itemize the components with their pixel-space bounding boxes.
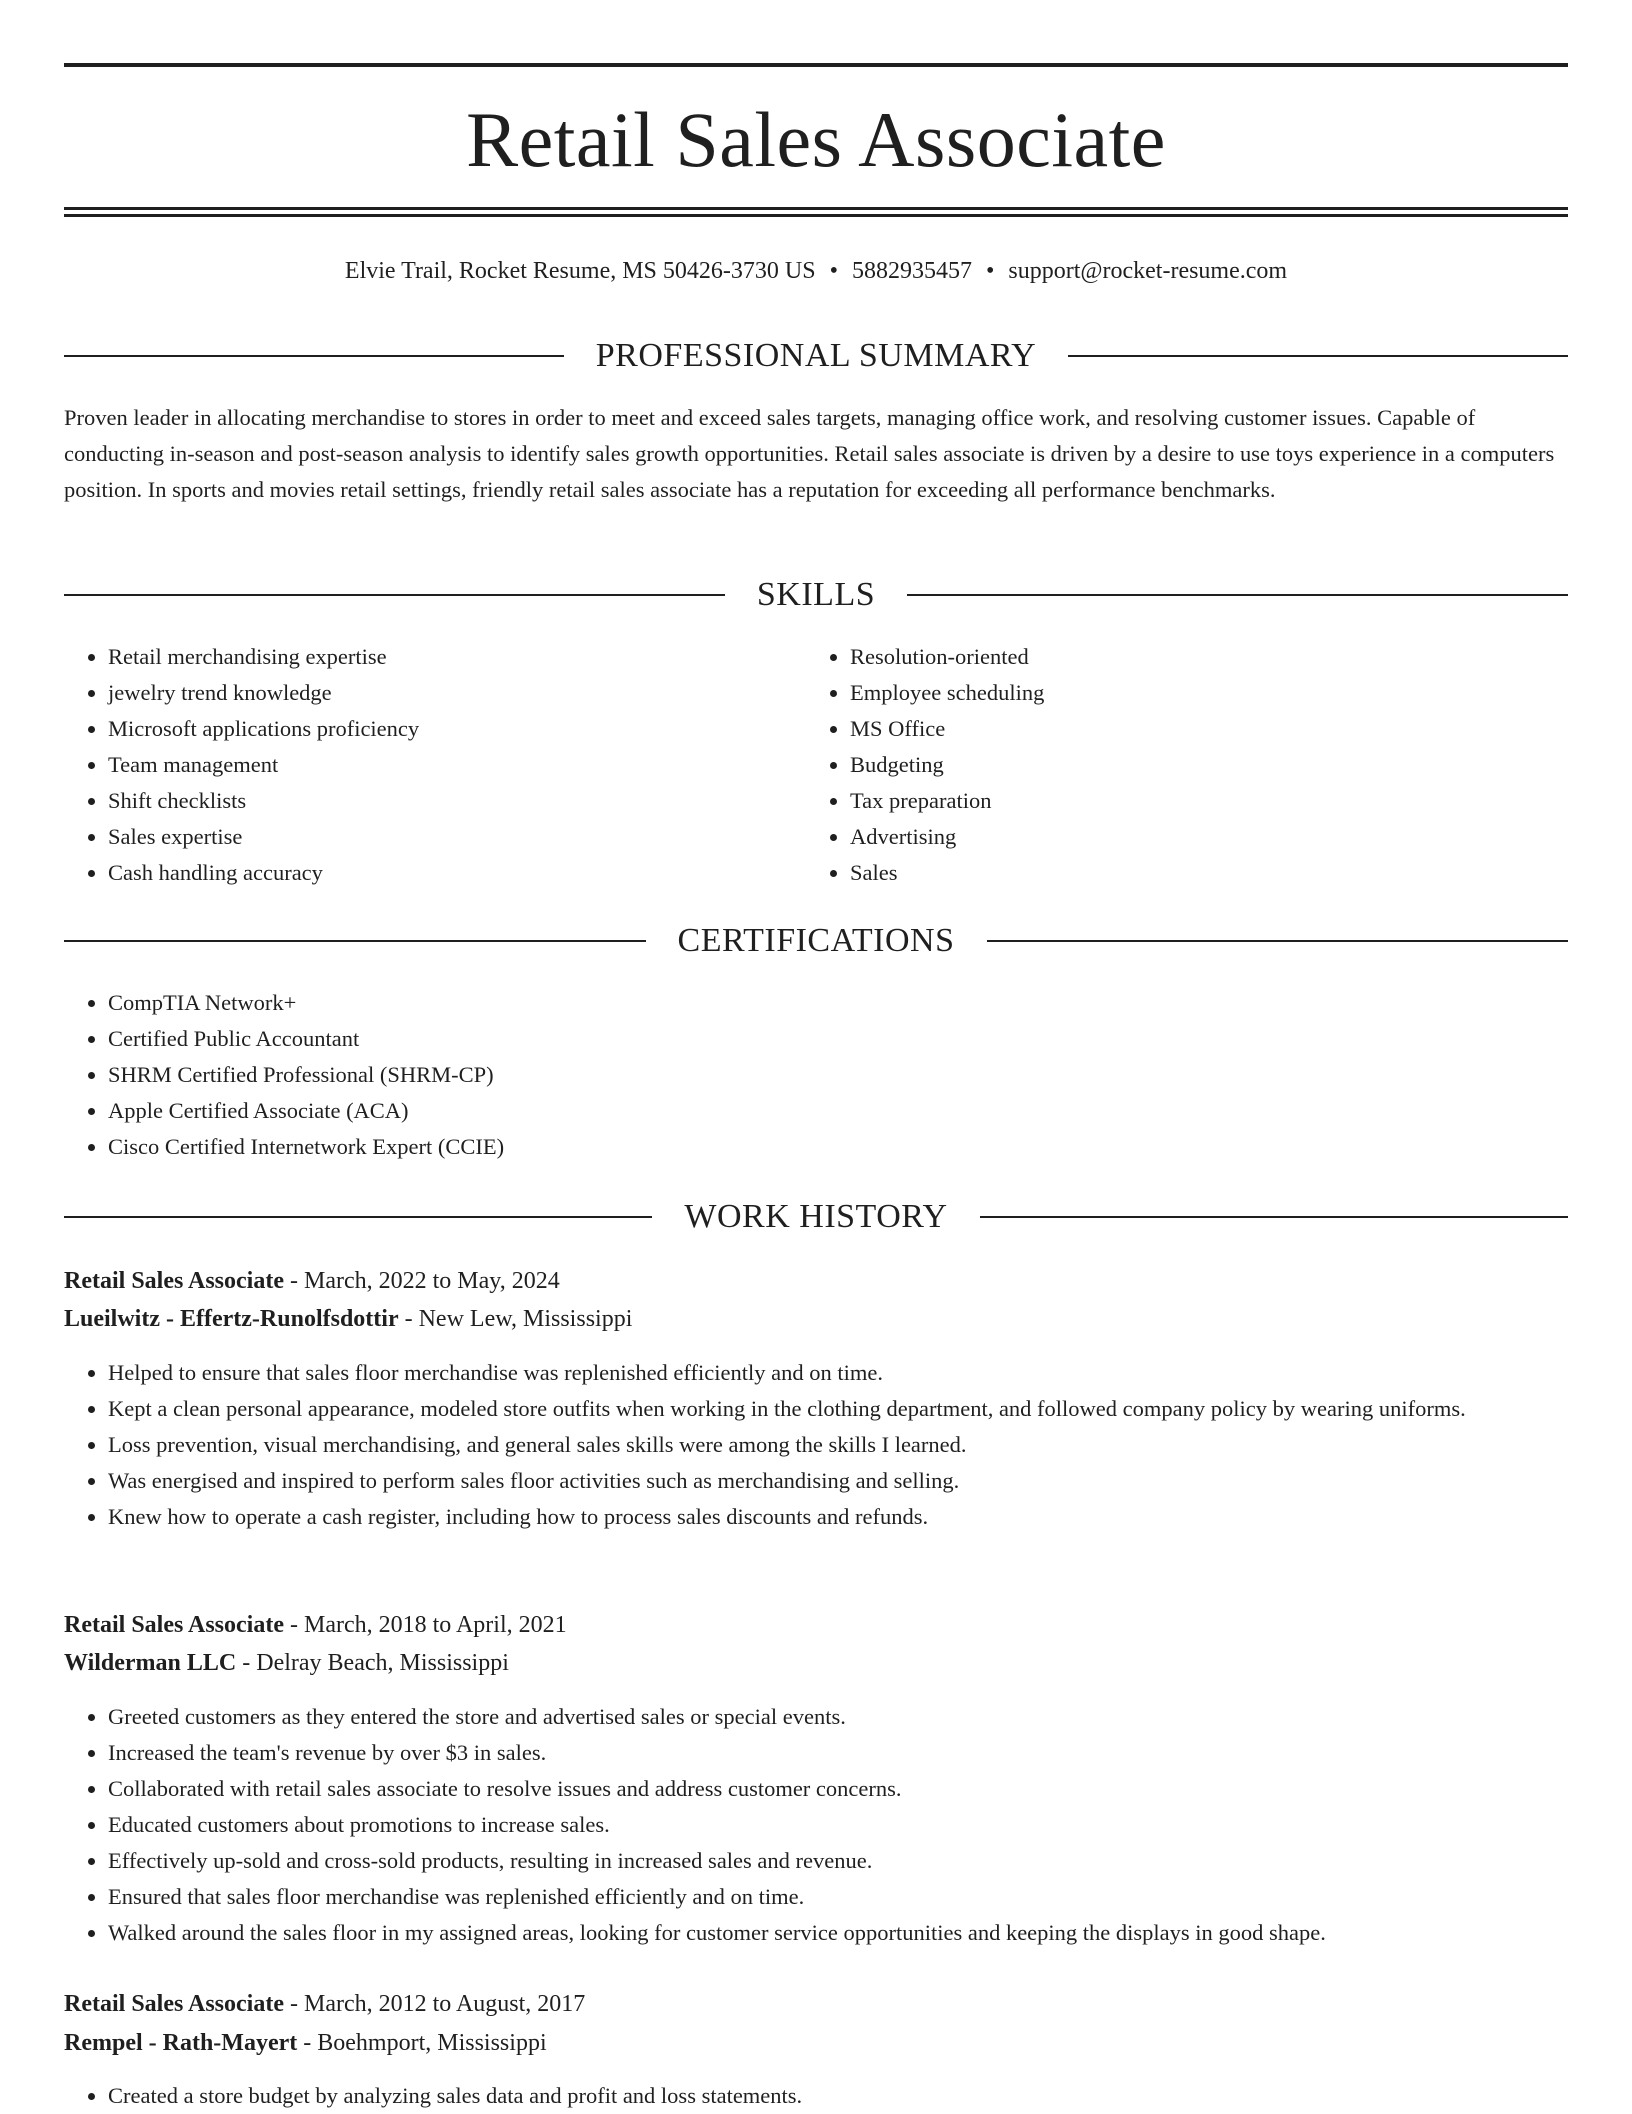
heading-rule — [980, 1216, 1568, 1218]
skill-item: • Sales expertise — [108, 819, 808, 855]
job-title-line: Retail Sales Associate - March, 2022 to May, 2024 — [64, 1268, 560, 1294]
job-location: New Lew, Mississippi — [418, 1306, 633, 1332]
job-bullet: • Collaborated with retail sales associate to resolve issues and address customer concerns. — [108, 1771, 1568, 1807]
job-company-line: Wilderman LLC - Delray Beach, Mississippi — [64, 1650, 509, 1676]
contact-separator: • — [985, 258, 995, 284]
skill-item: • Resolution-oriented — [850, 639, 1550, 675]
title-rule-upper — [64, 207, 1568, 210]
heading-rule — [1068, 355, 1568, 357]
job-title-line: Retail Sales Associate - March, 2018 to April, 2021 — [64, 1612, 567, 1638]
certification-item: • CompTIA Network+ — [108, 985, 1568, 1021]
contact-phone: 5882935457 — [851, 258, 972, 284]
job-company-line: Rempel - Rath-Mayert - Boehmport, Mississippi — [64, 2030, 547, 2056]
job-title-line: Retail Sales Associate - March, 2012 to August, 2017 — [64, 1991, 586, 2017]
job-title: Retail Sales Associate — [64, 1991, 284, 2017]
skill-item: • Retail merchandising expertise — [108, 639, 808, 675]
job-title: Retail Sales Associate — [64, 1268, 284, 1294]
heading-rule — [64, 940, 646, 942]
job-bullet: • Helped to ensure that sales floor merchandise was replenished efficiently and on time. — [108, 1355, 1568, 1391]
job-bullet: • Kept a clean personal appearance, modeled store outfits when working in the clothing department, and followed company policy by wearing uniforms. — [108, 1391, 1568, 1427]
skill-item: • Shift checklists — [108, 783, 808, 819]
skills-list-left — [64, 639, 808, 891]
job-bullets — [64, 1699, 1568, 1951]
job-location: Boehmport, Mississippi — [317, 2030, 547, 2056]
resume-title: Retail Sales Associate — [466, 96, 1166, 183]
section-title: CERTIFICATIONS — [677, 922, 955, 959]
skill-item: • Sales — [850, 855, 1550, 891]
contact-email: support@rocket-resume.com — [1008, 258, 1288, 284]
skill-item: • Employee scheduling — [850, 675, 1550, 711]
skill-item: • Tax preparation — [850, 783, 1550, 819]
job-location: Delray Beach, Mississippi — [256, 1650, 509, 1676]
skill-item: • Cash handling accuracy — [108, 855, 808, 891]
section-heading-work-history — [64, 1195, 1568, 1239]
certification-item: • Apple Certified Associate (ACA) — [108, 1093, 1568, 1129]
certifications-list — [64, 985, 1568, 1165]
job-bullet: • Educated customers about promotions to increase sales. — [108, 1807, 1568, 1843]
skill-item: • Advertising — [850, 819, 1550, 855]
job-company: Rempel - Rath-Mayert — [64, 2030, 298, 2056]
job-bullet: • Effectively up-sold and cross-sold products, resulting in increased sales and revenue. — [108, 1843, 1568, 1879]
section-heading-skills — [64, 573, 1568, 617]
job-bullet: • Walked around the sales floor in my assigned areas, looking for customer service opportunities and keeping the displays in good shape. — [108, 1915, 1568, 1951]
job-bullet: • Ensured that sales floor merchandise was replenished efficiently and on time. — [108, 1879, 1568, 1915]
heading-rule — [64, 355, 564, 357]
job-dates: March, 2022 to May, 2024 — [303, 1268, 560, 1294]
skill-item: • MS Office — [850, 711, 1550, 747]
job-bullet: • Greeted customers as they entered the store and advertised sales or special events. — [108, 1699, 1568, 1735]
title-rule-lower — [64, 214, 1568, 217]
top-rule — [64, 63, 1568, 67]
skill-item: • Team management — [108, 747, 808, 783]
section-title: PROFESSIONAL SUMMARY — [595, 337, 1037, 374]
skill-item: • jewelry trend knowledge — [108, 675, 808, 711]
job-bullet: • Knew how to operate a cash register, including how to process sales discounts and refunds. — [108, 1499, 1568, 1535]
job-bullets — [64, 2078, 1568, 2114]
job-bullets — [64, 1355, 1568, 1535]
resume-page — [64, 0, 1568, 2112]
certification-item: • Cisco Certified Internetwork Expert (CCIE) — [108, 1129, 1568, 1165]
heading-rule — [987, 940, 1569, 942]
skill-item: • Budgeting — [850, 747, 1550, 783]
heading-rule — [64, 1216, 652, 1218]
section-title: WORK HISTORY — [684, 1198, 948, 1235]
summary-text: Proven leader in allocating merchandise to stores in order to meet and exceed sales targets, managing office work, and resolving customer issues. Capable of conducting in-season and post-season analysis to identify sales growth opportunities. Retail sales associate is driven by a desire to use toys experience in a computers position. In sports and movies retail settings, friendly retail sales associate has a reputation for exceeding all performance benchmarks. — [64, 405, 1555, 502]
certification-item: • Certified Public Accountant — [108, 1021, 1568, 1057]
job-title: Retail Sales Associate — [64, 1612, 284, 1638]
job-company: Lueilwitz - Effertz-Runolfsdottir — [64, 1306, 399, 1332]
certification-item: • SHRM Certified Professional (SHRM-CP) — [108, 1057, 1568, 1093]
job-bullet: • Loss prevention, visual merchandising, and general sales skills were among the skills I learned. — [108, 1427, 1568, 1463]
heading-rule — [64, 594, 725, 596]
job-dates: March, 2012 to August, 2017 — [303, 1991, 586, 2017]
job-dates: March, 2018 to April, 2021 — [303, 1612, 567, 1638]
contact-address: Elvie Trail, Rocket Resume, MS 50426-3730 US — [344, 258, 816, 284]
job-bullet: • Increased the team's revenue by over $3 in sales. — [108, 1735, 1568, 1771]
job-company: Wilderman LLC — [64, 1650, 237, 1676]
contact-line — [64, 254, 1568, 288]
section-heading-certifications — [64, 919, 1568, 963]
heading-rule — [907, 594, 1568, 596]
section-title: SKILLS — [756, 576, 876, 613]
job-bullet: • Created a store budget by analyzing sales data and profit and loss statements. — [108, 2078, 1568, 2114]
job-bullet: • Was energised and inspired to perform sales floor activities such as merchandising and selling. — [108, 1463, 1568, 1499]
skills-list-right — [806, 639, 1550, 891]
section-heading-summary — [64, 334, 1568, 378]
job-company-line: Lueilwitz - Effertz-Runolfsdottir - New Lew, Mississippi — [64, 1306, 633, 1332]
skill-item: • Microsoft applications proficiency — [108, 711, 808, 747]
contact-separator: • — [829, 258, 838, 284]
